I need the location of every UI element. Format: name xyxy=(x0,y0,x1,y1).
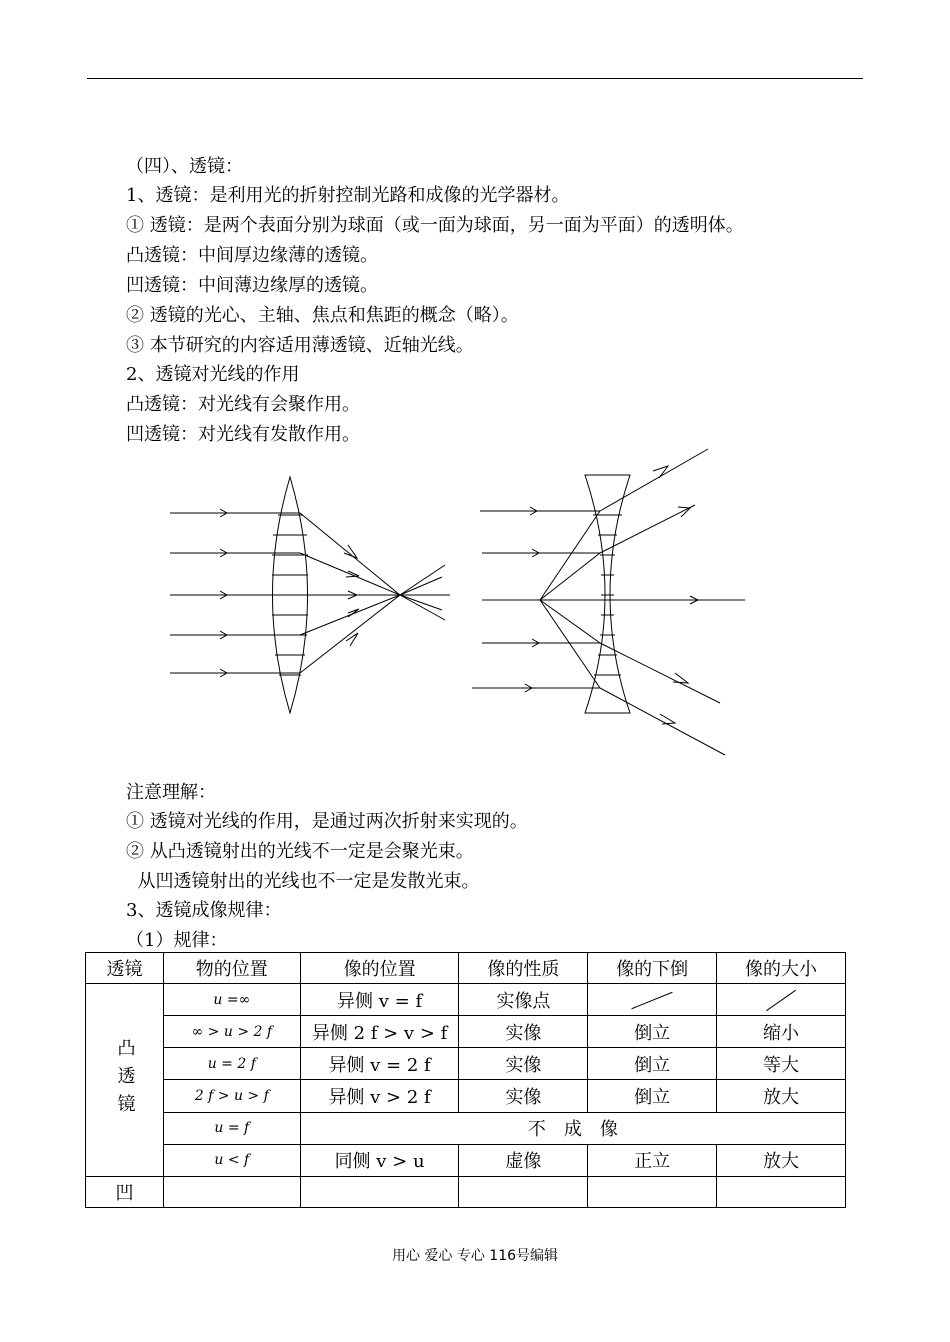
size-cell: 放大 xyxy=(717,1144,846,1176)
size-cell: 放大 xyxy=(717,1080,846,1112)
convex-lens-label xyxy=(86,984,164,1177)
empty-cell xyxy=(300,1177,459,1208)
text-line: 凸透镜：中间厚边缘薄的透镜。 xyxy=(126,245,378,266)
header-cell: 像的位置 xyxy=(300,953,459,984)
orientation-cell xyxy=(588,984,717,1016)
lens-imaging-table xyxy=(85,952,846,1208)
image-nature-cell: 实像 xyxy=(459,1016,588,1048)
convex-lens-label-text: 凸透镜 xyxy=(114,1038,136,1122)
image-nature-cell: 虚像 xyxy=(459,1144,588,1176)
image-position-cell: 异侧 v = f xyxy=(300,984,459,1016)
image-nature-cell: 实像 xyxy=(459,1080,588,1112)
object-position-cell: 2 f > u > f xyxy=(163,1080,300,1112)
text-line: 凹透镜：中间薄边缘厚的透镜。 xyxy=(126,275,378,296)
header-cell: 透镜 xyxy=(86,953,164,984)
text-line: 凸透镜：对光线有会聚作用。 xyxy=(126,394,360,415)
header-cell: 像的性质 xyxy=(459,953,588,984)
image-position-cell: 同侧 v > u xyxy=(300,1144,459,1176)
size-cell: 缩小 xyxy=(717,1016,846,1048)
orientation-cell: 倒立 xyxy=(588,1016,717,1048)
notes-heading: 注意理解： xyxy=(126,782,216,803)
table-row xyxy=(86,1177,846,1208)
header-cell: 物的位置 xyxy=(163,953,300,984)
concave-rays xyxy=(472,449,745,755)
section-heading: 3、透镜成像规律： xyxy=(126,900,282,921)
text-line: 1、透镜：是利用光的折射控制光路和成像的光学器材。 xyxy=(126,185,570,206)
header-rule xyxy=(87,78,863,79)
table-row xyxy=(86,1048,846,1080)
text-line: ① 透镜：是两个表面分别为球面（或一面为球面，另一面为平面）的透明体。 xyxy=(126,215,744,236)
object-position-cell: u = f xyxy=(163,1112,300,1144)
sub-heading: （1）规律： xyxy=(126,930,228,951)
orientation-cell: 倒立 xyxy=(588,1080,717,1112)
size-cell: 等大 xyxy=(717,1048,846,1080)
no-image-cell: 不 成 像 xyxy=(300,1112,845,1144)
object-position-cell: u =∞ xyxy=(163,984,300,1016)
table-row xyxy=(86,1080,846,1112)
table-header-row xyxy=(86,953,846,984)
section-heading: （四）、透镜： xyxy=(126,156,243,177)
convex-rays xyxy=(170,509,450,677)
table-row xyxy=(86,1144,846,1176)
slash-mark xyxy=(632,991,673,1008)
note-line: ① 透镜对光线的作用，是通过两次折射来实现的。 xyxy=(126,811,528,832)
table-row xyxy=(86,1016,846,1048)
orientation-cell: 正立 xyxy=(588,1144,717,1176)
object-position-cell: u = 2 f xyxy=(163,1048,300,1080)
table-row xyxy=(86,1112,846,1144)
empty-cell xyxy=(459,1177,588,1208)
orientation-cell: 倒立 xyxy=(588,1048,717,1080)
slash-mark xyxy=(766,989,796,1010)
empty-cell xyxy=(717,1177,846,1208)
image-nature-cell: 实像点 xyxy=(459,984,588,1016)
size-cell xyxy=(717,984,846,1016)
image-position-cell: 异侧 v > 2 f xyxy=(300,1080,459,1112)
empty-cell xyxy=(163,1177,300,1208)
image-nature-cell: 实像 xyxy=(459,1048,588,1080)
page-footer: 用心 爱心 专心 116号编辑 xyxy=(391,1248,559,1264)
object-position-cell: ∞ > u > 2 f xyxy=(163,1016,300,1048)
table-row xyxy=(86,984,846,1016)
concave-lens-label: 凹 xyxy=(86,1177,164,1208)
lens-diagram xyxy=(160,445,760,765)
text-line: ② 透镜的光心、主轴、焦点和焦距的概念（略）。 xyxy=(126,305,519,326)
empty-cell xyxy=(588,1177,717,1208)
text-line: 2、透镜对光线的作用 xyxy=(126,364,300,385)
note-line: 从凹透镜射出的光线也不一定是发散光束。 xyxy=(126,871,480,892)
text-line: 凹透镜：对光线有发散作用。 xyxy=(126,424,360,445)
image-position-cell: 异侧 2 f > v > f xyxy=(300,1016,459,1048)
note-line: ② 从凸透镜射出的光线不一定是会聚光束。 xyxy=(126,841,474,862)
image-position-cell: 异侧 v = 2 f xyxy=(300,1048,459,1080)
header-cell: 像的下倒 xyxy=(588,953,717,984)
header-cell: 像的大小 xyxy=(717,953,846,984)
text-line: ③ 本节研究的内容适用薄透镜、近轴光线。 xyxy=(126,335,474,356)
object-position-cell: u < f xyxy=(163,1144,300,1176)
